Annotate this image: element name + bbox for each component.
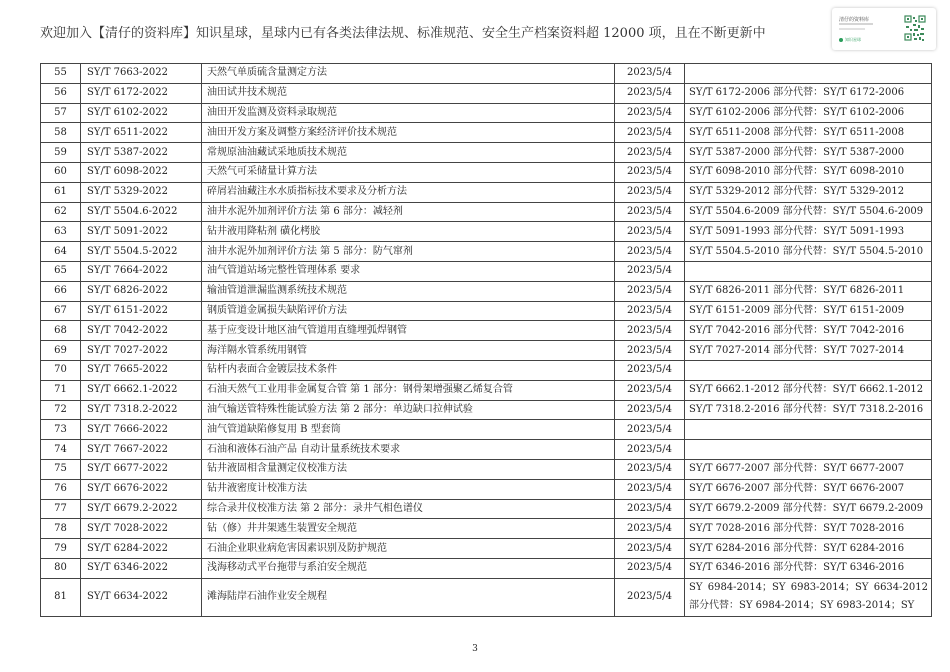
row-number: 78 [41, 519, 81, 539]
table-row [41, 261, 932, 281]
standard-name: 综合录井仪校准方法 第 2 部分：录井气相色谱仪 [202, 499, 615, 519]
implementation-date: 2023/5/4 [615, 420, 685, 440]
implementation-date: 2023/5/4 [615, 479, 685, 499]
standard-code: SY/T 6676-2022 [81, 479, 202, 499]
implementation-date: 2023/5/4 [615, 400, 685, 420]
replaced-standards: SY/T 5387-2000 部分代替：SY/T 5387-2000 [685, 143, 932, 163]
standard-code: SY/T 6102-2022 [81, 103, 202, 123]
implementation-date: 2023/5/4 [615, 103, 685, 123]
standard-code: SY/T 7665-2022 [81, 360, 202, 380]
replaced-standards: SY/T 6679.2-2009 部分代替：SY/T 6679.2-2009 [685, 499, 932, 519]
row-number: 72 [41, 400, 81, 420]
table-row [41, 459, 932, 479]
table-row [41, 519, 932, 539]
qr-code-icon [904, 14, 926, 44]
implementation-date: 2023/5/4 [615, 64, 685, 84]
replaced-standards: SY/T 6511-2008 部分代替：SY/T 6511-2008 [685, 123, 932, 143]
implementation-date: 2023/5/4 [615, 341, 685, 361]
standard-code: SY/T 7027-2022 [81, 341, 202, 361]
row-number: 70 [41, 360, 81, 380]
table-row [41, 499, 932, 519]
standard-name: 油田开发方案及调整方案经济评价技术规范 [202, 123, 615, 143]
implementation-date: 2023/5/4 [615, 301, 685, 321]
standard-name: 常规原油油藏试采地质技术规范 [202, 143, 615, 163]
replaced-standards [685, 261, 932, 281]
row-number: 55 [41, 64, 81, 84]
standard-name: 油气管道缺陷修复用 B 型套筒 [202, 420, 615, 440]
table-row [41, 222, 932, 242]
row-number: 66 [41, 281, 81, 301]
standard-code: SY/T 6151-2022 [81, 301, 202, 321]
implementation-date: 2023/5/4 [615, 182, 685, 202]
table-row [41, 440, 932, 460]
standard-name: 油田开发监测及资料录取规范 [202, 103, 615, 123]
replaced-standards: SY/T 6677-2007 部分代替：SY/T 6677-2007 [685, 459, 932, 479]
table-row [41, 301, 932, 321]
standard-code: SY/T 5387-2022 [81, 143, 202, 163]
standard-name: 天然气单质硫含量测定方法 [202, 64, 615, 84]
standard-name: 石油企业职业病危害因素识别及防护规范 [202, 539, 615, 559]
standard-code: SY/T 7042-2022 [81, 321, 202, 341]
implementation-date: 2023/5/4 [615, 519, 685, 539]
table-row [41, 321, 932, 341]
replaced-standards [685, 440, 932, 460]
standard-name: 油气输送管特殊性能试验方法 第 2 部分：单边缺口拉伸试验 [202, 400, 615, 420]
standard-code: SY/T 5091-2022 [81, 222, 202, 242]
standard-code: SY/T 6284-2022 [81, 539, 202, 559]
row-number: 61 [41, 182, 81, 202]
table-row [41, 123, 932, 143]
standard-name: 石油和液体石油产品 自动计量系统技术要求 [202, 440, 615, 460]
row-number: 56 [41, 83, 81, 103]
standard-name: 油井水泥外加剂评价方法 第 5 部分：防气窜剂 [202, 242, 615, 262]
table-row [41, 539, 932, 559]
replaced-standards: SY/T 6662.1-2012 部分代替：SY/T 6662.1-2012 [685, 380, 932, 400]
standard-name: 钻井液密度计校准方法 [202, 479, 615, 499]
standard-code: SY/T 7318.2-2022 [81, 400, 202, 420]
qr-card-subtitle-line [839, 28, 865, 30]
standard-code: SY/T 6677-2022 [81, 459, 202, 479]
row-number: 59 [41, 143, 81, 163]
standard-name: 碎屑岩油藏注水水质指标技术要求及分析方法 [202, 182, 615, 202]
qr-card-title: 清仔的资料库 [839, 17, 870, 23]
table-row [41, 242, 932, 262]
replaced-standards: SY/T 5504.5-2010 部分代替：SY/T 5504.5-2010 [685, 242, 932, 262]
row-number: 57 [41, 103, 81, 123]
standard-code: SY/T 7664-2022 [81, 261, 202, 281]
implementation-date: 2023/5/4 [615, 143, 685, 163]
standard-name: 油井水泥外加剂评价方法 第 6 部分：减轻剂 [202, 202, 615, 222]
row-number: 76 [41, 479, 81, 499]
replaced-standards: SY/T 7042-2016 部分代替：SY/T 7042-2016 [685, 321, 932, 341]
qr-card-subtitle-line [839, 23, 873, 25]
standard-code: SY/T 6172-2022 [81, 83, 202, 103]
replaced-standards: SY/T 7318.2-2016 部分代替：SY/T 7318.2-2016 [685, 400, 932, 420]
row-number: 79 [41, 539, 81, 559]
table-row [41, 202, 932, 222]
replaced-standards: SY/T 6826-2011 部分代替：SY/T 6826-2011 [685, 281, 932, 301]
row-number: 77 [41, 499, 81, 519]
implementation-date: 2023/5/4 [615, 222, 685, 242]
replaced-standards: SY/T 6151-2009 部分代替：SY/T 6151-2009 [685, 301, 932, 321]
replaced-standards: SY/T 6102-2006 部分代替：SY/T 6102-2006 [685, 103, 932, 123]
standard-name: 滩海陆岸石油作业安全规程 [202, 578, 615, 616]
table-row [41, 360, 932, 380]
implementation-date: 2023/5/4 [615, 202, 685, 222]
row-number: 71 [41, 380, 81, 400]
table-row [41, 103, 932, 123]
standard-name: 基于应变设计地区油气管道用直缝埋弧焊钢管 [202, 321, 615, 341]
replaced-standards: SY/T 6172-2006 部分代替：SY/T 6172-2006 [685, 83, 932, 103]
standards-table [40, 63, 932, 617]
table-row [41, 162, 932, 182]
table-row [41, 558, 932, 578]
table-row [41, 479, 932, 499]
table-row [41, 83, 932, 103]
implementation-date: 2023/5/4 [615, 499, 685, 519]
row-number: 75 [41, 459, 81, 479]
standard-code: SY/T 7028-2022 [81, 519, 202, 539]
implementation-date: 2023/5/4 [615, 321, 685, 341]
implementation-date: 2023/5/4 [615, 539, 685, 559]
standard-name: 钻井液用降粘剂 磺化栲胶 [202, 222, 615, 242]
standard-code: SY/T 6826-2022 [81, 281, 202, 301]
implementation-date: 2023/5/4 [615, 83, 685, 103]
replaced-standards: SY 6984-2014；SY 6983-2014；SY 6634-2012 部分代替：SY 6984-2014；SY 6983-2014；SY [685, 578, 932, 616]
standard-name: 油田试井技术规范 [202, 83, 615, 103]
standard-name: 海洋隔水管系统用钢管 [202, 341, 615, 361]
implementation-date: 2023/5/4 [615, 261, 685, 281]
replaced-standards [685, 64, 932, 84]
table-row [41, 420, 932, 440]
implementation-date: 2023/5/4 [615, 360, 685, 380]
table-body [41, 64, 932, 617]
standard-name: 浅海移动式平台拖带与系泊安全规范 [202, 558, 615, 578]
implementation-date: 2023/5/4 [615, 281, 685, 301]
standard-name: 钻井液固相含量测定仪校准方法 [202, 459, 615, 479]
replaced-standards: SY/T 6346-2016 部分代替：SY/T 6346-2016 [685, 558, 932, 578]
header-notice: 欢迎加入【清仔的资料库】知识星球，星球内已有各类法律法规、标准规范、安全生产档案资料超 12000 项，且在不断更新中 [40, 26, 766, 41]
standard-name: 钻（修）井井架逃生装置安全规范 [202, 519, 615, 539]
row-number: 58 [41, 123, 81, 143]
implementation-date: 2023/5/4 [615, 242, 685, 262]
standard-name: 油气管道站场完整性管理体系 要求 [202, 261, 615, 281]
table-row [41, 64, 932, 84]
replaced-standards: SY/T 6284-2016 部分代替：SY/T 6284-2016 [685, 539, 932, 559]
standard-name: 天然气可采储量计算方法 [202, 162, 615, 182]
row-number: 62 [41, 202, 81, 222]
row-number: 81 [41, 578, 81, 616]
implementation-date: 2023/5/4 [615, 123, 685, 143]
implementation-date: 2023/5/4 [615, 578, 685, 616]
standard-code: SY/T 7666-2022 [81, 420, 202, 440]
standard-code: SY/T 5504.5-2022 [81, 242, 202, 262]
standard-code: SY/T 6098-2022 [81, 162, 202, 182]
table-row [41, 341, 932, 361]
implementation-date: 2023/5/4 [615, 440, 685, 460]
page-number: 3 [472, 644, 478, 654]
row-number: 73 [41, 420, 81, 440]
row-number: 60 [41, 162, 81, 182]
table-row [41, 380, 932, 400]
row-number: 74 [41, 440, 81, 460]
table-row [41, 182, 932, 202]
replaced-standards: SY/T 6676-2007 部分代替：SY/T 6676-2007 [685, 479, 932, 499]
standard-code: SY/T 5504.6-2022 [81, 202, 202, 222]
implementation-date: 2023/5/4 [615, 558, 685, 578]
row-number: 65 [41, 261, 81, 281]
row-number: 63 [41, 222, 81, 242]
standard-code: SY/T 7663-2022 [81, 64, 202, 84]
table-row [41, 143, 932, 163]
replaced-standards: SY/T 5091-1993 部分代替：SY/T 5091-1993 [685, 222, 932, 242]
replaced-standards: SY/T 6098-2010 部分代替：SY/T 6098-2010 [685, 162, 932, 182]
replaced-standards: SY/T 7028-2016 部分代替：SY/T 7028-2016 [685, 519, 932, 539]
standard-code: SY/T 7667-2022 [81, 440, 202, 460]
standard-code: SY/T 5329-2022 [81, 182, 202, 202]
standard-name: 石油天然气工业用非金属复合管 第 1 部分：钢骨架增强聚乙烯复合管 [202, 380, 615, 400]
implementation-date: 2023/5/4 [615, 459, 685, 479]
table-row [41, 400, 932, 420]
row-number: 68 [41, 321, 81, 341]
standard-code: SY/T 6634-2022 [81, 578, 202, 616]
row-number: 80 [41, 558, 81, 578]
replaced-standards [685, 420, 932, 440]
standard-code: SY/T 6346-2022 [81, 558, 202, 578]
standard-name: 钻杆内表面合金镀层技术条件 [202, 360, 615, 380]
row-number: 67 [41, 301, 81, 321]
replaced-standards [685, 360, 932, 380]
implementation-date: 2023/5/4 [615, 162, 685, 182]
qr-card-tag: 知识星球 [839, 37, 861, 43]
implementation-date: 2023/5/4 [615, 380, 685, 400]
standard-code: SY/T 6662.1-2022 [81, 380, 202, 400]
replaced-standards: SY/T 7027-2014 部分代替：SY/T 7027-2014 [685, 341, 932, 361]
row-number: 69 [41, 341, 81, 361]
table-row [41, 281, 932, 301]
row-number: 64 [41, 242, 81, 262]
qr-promo-card[interactable] [832, 8, 936, 50]
standard-code: SY/T 6679.2-2022 [81, 499, 202, 519]
standard-name: 输油管道泄漏监测系统技术规范 [202, 281, 615, 301]
standard-code: SY/T 6511-2022 [81, 123, 202, 143]
replaced-standards: SY/T 5504.6-2009 部分代替：SY/T 5504.6-2009 [685, 202, 932, 222]
table-row [41, 578, 932, 616]
replaced-standards: SY/T 5329-2012 部分代替：SY/T 5329-2012 [685, 182, 932, 202]
standard-name: 钢质管道金属损失缺陷评价方法 [202, 301, 615, 321]
